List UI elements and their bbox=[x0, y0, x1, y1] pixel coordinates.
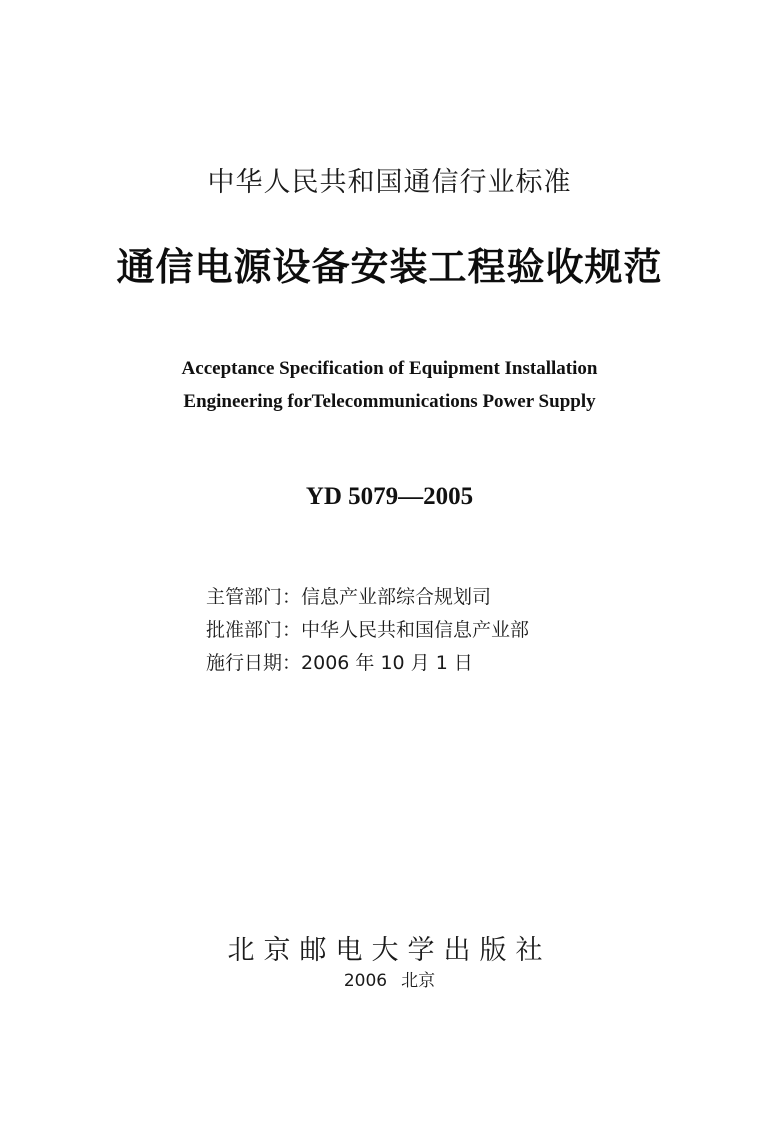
approval-department-value: 中华人民共和国信息产业部 bbox=[301, 619, 530, 641]
approval-department-label: 批准部门： bbox=[206, 619, 302, 641]
competent-department-value: 信息产业部综合规划司 bbox=[301, 586, 492, 608]
standard-code: YD 5079—2005 bbox=[305, 483, 474, 510]
approval-department-row bbox=[206, 615, 529, 642]
document-title-english-line-2: Engineering forTelecommunications Power Supply bbox=[183, 391, 596, 412]
effective-date-label: 施行日期： bbox=[206, 652, 302, 674]
publication-city: 北京 bbox=[401, 971, 436, 991]
effective-date-row bbox=[206, 648, 473, 675]
document-title-chinese: 通信电源设备安装工程验收规范 bbox=[116, 244, 663, 289]
standard-series-title: 中华人民共和国通信行业标准 bbox=[207, 167, 572, 198]
publisher-name: 北京邮电大学出版社 bbox=[227, 935, 552, 966]
competent-department-row bbox=[206, 582, 491, 609]
publication-line bbox=[0, 966, 779, 991]
publication-year: 2006 bbox=[343, 971, 388, 991]
competent-department-label: 主管部门： bbox=[206, 586, 302, 608]
document-title-english-line-1: Acceptance Specification of Equipment Installation bbox=[181, 358, 598, 379]
effective-date-value: 2006 年 10 月 1 日 bbox=[301, 652, 473, 674]
